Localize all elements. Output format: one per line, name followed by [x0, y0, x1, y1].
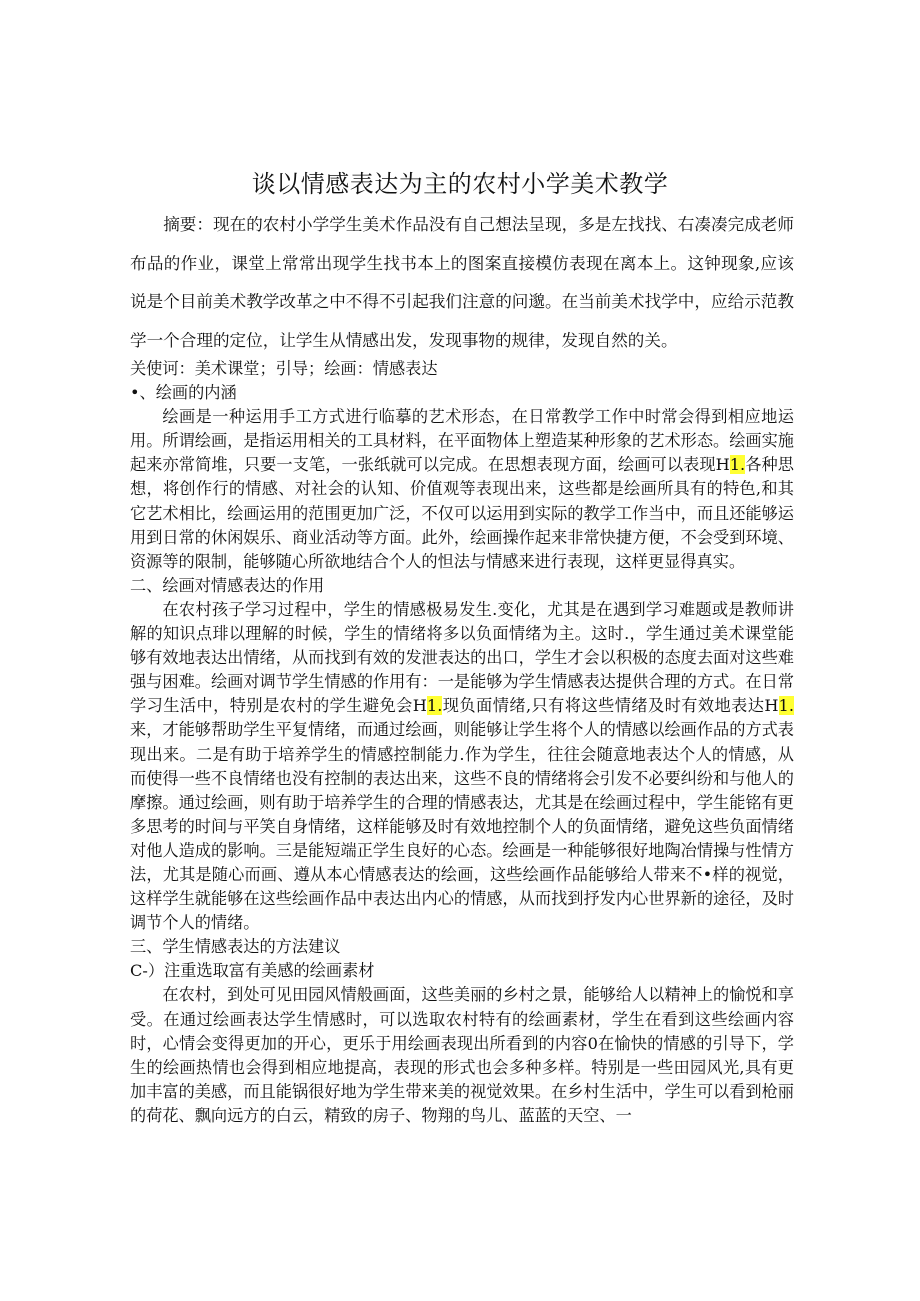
text-run: 来，才能够帮助学生平复情绪，而通过绘画，则能够让学生将个人的情感以绘画作品的方式表现出来。二是有助于培养学生的情感控制能力.作为学生，往往会随意地表达个人的情感，从而使得一些不良情绪也没有控制的表达出来，这些不良的情绪将会引发不必要纠纷和与他人的摩擦。通过绘画，则有助于培养学生的合理的情感表达，尤其是在绘画过程中，学生能铭有更多思考的时间与平笑自身情绪，这样能够及时有效地控制个人的负面情绪，避免这些负面情绪对他人造成的影响。三是能短端正学生良好的心态。绘画是一种能够很好地陶冶情操与性情方法，尤其是随心而画、遵从本心情感表达的绘画，这些绘画作品能够给人带来不•样的视觉，这样学生就能够在这些绘画作品中表达出内心的情感，从而找到抒发内心世界新的途径，及时调节个人的情绪。 — [130, 720, 794, 933]
section-2-paragraph — [130, 598, 794, 935]
section-2-heading: 二、绘画对情感表达的作用 — [130, 575, 325, 595]
subsection-1-heading: C-）注重选取富有美感的绘画素材 — [130, 961, 375, 981]
section-3-heading: 三、学生情感表达的方法建议 — [130, 937, 341, 957]
text-run: 各种思想，将创作行的情感、对社会的认知、价值观等表现出来，这些都是绘画所具有的特色,和其它艺术相比，绘画运用的范围更加广泛，不仅可以运用到实际的教学工作当中，而且还能够运用到日常的休闲娱乐、商业活动等方面。此外，绘画操作起来非常快捷方便，不会受到环境、资源等的限制，能够随心所欲地结合个人的怛法与情感来进行表现，这样更显得真实。 — [130, 455, 794, 571]
text-run: 在农村孩子学习过程中，学生的情感极易发生.变化，尤其是在遇到学习难题或是教师讲解的知识点琲以理解的时候，学生的情绪将多以负面情绪为主。这时.，学生通过美术课堂能够有效地表达出情绪，从而找到有效的发泄表达的出口，学生才会以积极的态度去面对这些难强与困难。绘画对调节学生情感的作用有：一是能够为学生情感表达提供合理的方式。在日常学习生活中，特别是农村的学生避免会H — [130, 599, 794, 716]
abstract-paragraph: 摘要：现在的农村小学学生美术作品没有自己想法呈现，多是左找找、右凑凑完成老师布品的作业，课堂上常常出现学生找书本上的图案直接模仿表现在离本上。这钟现象,应该说是个目前美术教学改革之中不得不引起我们注意的问邈。在当前美术找学中，应给示范教学一个合理的定位，让学生从情感出发，发现事物的规律，发现自然的关。 — [130, 215, 794, 350]
section-3-paragraph: 在农村，到处可见田园风情般画面，这些美丽的乡村之景，能够给人以精神上的愉悦和享受。在通过绘画表达学生情感时，可以选取农村特有的绘画素材，学生在看到这些绘画内容时，心情会变得更加的开心，更乐于用绘画表现出所看到的内容0在愉快的情感的引导下，学生的绘画热情也会得到相应地提高，表现的形式也会多种多样。特别是一些田园风光,具有更加丰富的美感，而且能锅很好地为学生带来美的视觉效果。在乡村生活中，学生可以看到枪丽的荷花、飘向远方的白云，精致的房子、物翔的鸟儿、蓝蓝的天空、一 — [130, 985, 794, 1125]
document-body — [130, 357, 794, 1128]
text-run: 绘画是一种运用手工方式进行临摹的艺术形态，在日常教学工作中时常会得到相应地运用。所谓绘画，是指运用相关的工具材料，在平面物体上塑造某种形象的艺术形态。绘画实施起来亦常简堆，只要一支笔，一张纸就可以完成。在思想表现方面，绘画可以表现H — [130, 407, 794, 475]
highlight-mark: 1. — [778, 696, 794, 716]
highlight-mark: 1. — [729, 455, 746, 475]
keywords-line: 关使诃：美术课堂；引导；绘画：情感表达 — [130, 359, 438, 378]
section-1-heading: •、绘画的内涵 — [130, 383, 237, 403]
section-1-paragraph — [130, 405, 794, 574]
text-run: 现负面情绪,只有将这些情绪及时有效地表达H — [442, 696, 779, 716]
document-title: 谈以情感表达为主的农村小学美术教学 — [251, 170, 669, 198]
highlight-mark: 1. — [426, 696, 443, 716]
